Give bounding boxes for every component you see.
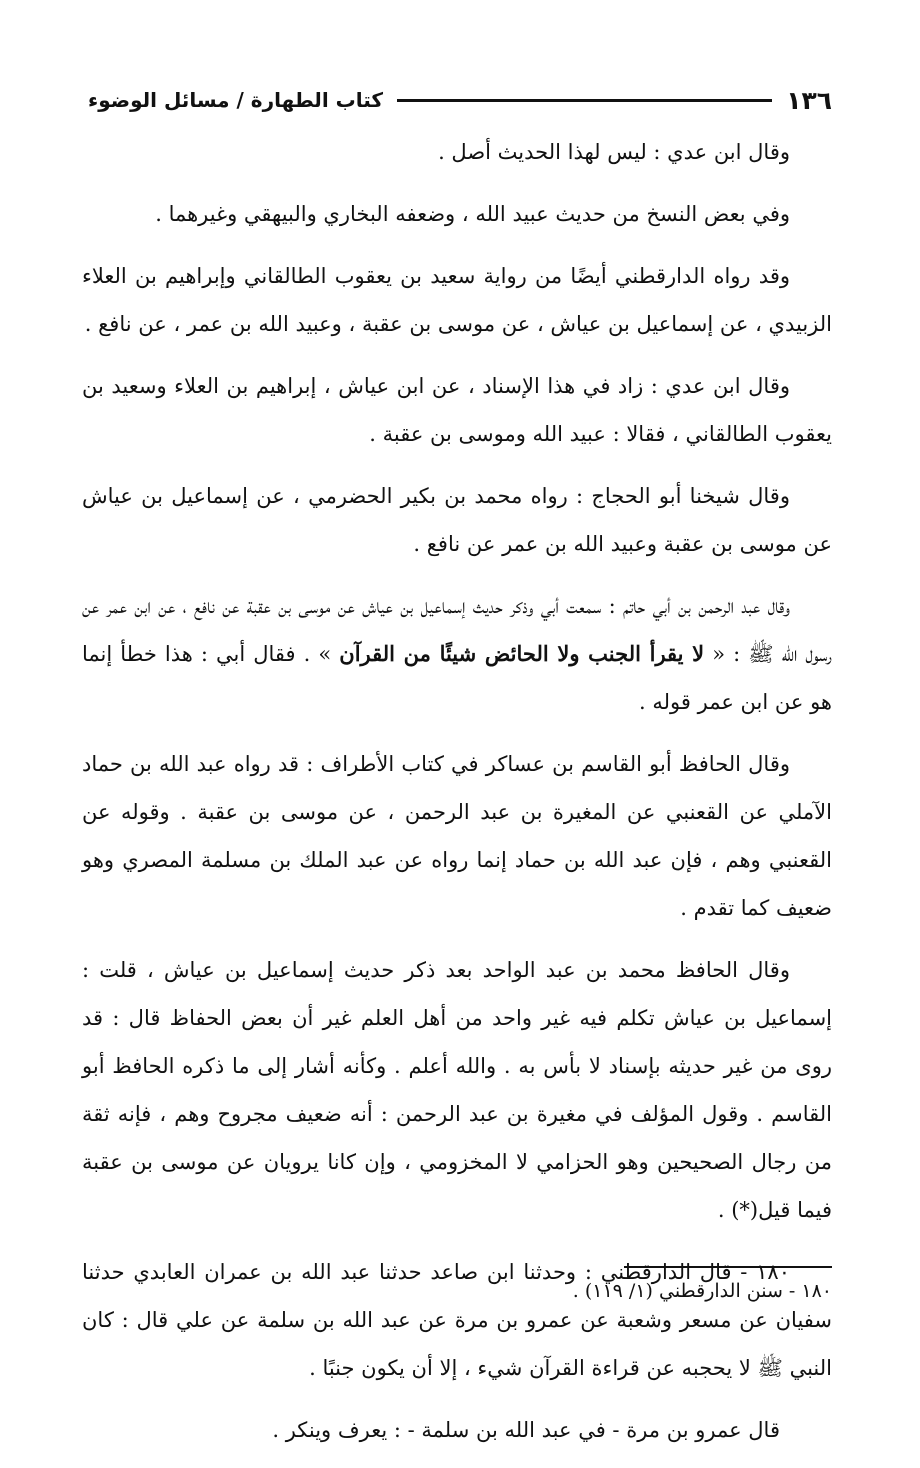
paragraph-ibn-asakir: وقال الحافظ أبو القاسم بن عساكر في كتاب الأطراف : قد رواه عبد الله بن حماد الآملي عن القعنبي عن المغيرة بن عبد الرحمن ، عن موسى بن عقبة . وقوله عن القعنبي وهم ، فإن عبد الله بن حماد إنما رواه عن عبد الملك بن مسلمة المصري وهو ضعيف كما تقدم . (82, 752, 832, 920)
hadith-quote-bold: لا يقرأ الجنب ولا الحائض شيئًا من القرآن (339, 641, 705, 666)
running-title: كتاب الطهارة / مسائل الوضوء (88, 88, 384, 112)
hadith-text-before: وقال عبد الرحمن بن أبي حاتم : سمعت أبي وذكر حديث إسماعيل بن عياش عن موسى بن عقبة عن نافع ، عن ابن عمر عن رسول الله ﷺ : « (82, 594, 832, 666)
paragraph-abdul-wahid: وقال الحافظ محمد بن عبد الواحد بعد ذكر حديث إسماعيل بن عياش ، قلت : إسماعيل بن عياش تكلم فيه غير واحد من أهل العلم غير أن بعض الحفاظ قال : قد روى من غير حديثه بإسناد لا بأس به . والله أعلم . وكأنه أشار إلى ما ذكره الحافظ أبو القاسم . وقول المؤلف في مغيرة بن عبد الرحمن : أنه ضعيف مجروح وهم ، فإنه ثقة من رجال الصحيحين وهو الحزامي لا المخزومي ، وإن كانا يرويان عن موسى بن عقبة فيما قيل(*) . (82, 958, 832, 1222)
footnote-rule (624, 1266, 832, 1268)
hadith-text-after: » . فقال أبي : هذا خطأ إنما هو عن ابن عمر قوله . (82, 642, 832, 714)
paragraph-amr-bin-murra: قال عمرو بن مرة - في عبد الله بن سلمة - : يعرف وينكر . (272, 1418, 780, 1442)
header-rule (397, 99, 772, 102)
page-number: ١٣٦ (786, 85, 832, 115)
paragraph-some-copies: وفي بعض النسخ من حديث عبيد الله ، وضعفه البخاري والبيهقي وغيرهما . (155, 202, 790, 226)
paragraph-abul-hajjaj: وقال شيخنا أبو الحجاج : رواه محمد بن بكير الحضرمي ، عن إسماعيل بن عياش عن موسى بن عقبة وعبيد الله بن عمر عن نافع . (82, 484, 832, 556)
paragraph-ibn-adi: وقال ابن عدي : ليس لهذا الحديث أصل . (438, 140, 790, 164)
page-header (88, 82, 832, 118)
paragraph-ibn-abi-hatim (82, 582, 832, 726)
paragraph-ibn-adi-addition: وقال ابن عدي : زاد في هذا الإسناد ، عن ابن عياش ، إبراهيم بن العلاء وسعيد بن يعقوب الطالقاني ، فقالا : عبيد الله وموسى بن عقبة . (82, 374, 832, 446)
paragraph-daraqutni-narration: وقد رواه الدارقطني أيضًا من رواية سعيد بن يعقوب الطالقاني وإبراهيم بن العلاء الزبيدي ، عن إسماعيل بن عياش ، عن موسى بن عقبة ، وعبيد الله بن عمر ، عن نافع . (82, 264, 832, 336)
footnote: ١٨٠ - سنن الدارقطني (١/ ١١٩) . (572, 1280, 832, 1302)
paragraph-hadith-180: ١٨٠ - قال الدارقطني : وحدثنا ابن صاعد حدثنا عبد الله بن عمران العابدي حدثنا سفيان عن مسعر وشعبة عن عمرو بن مرة عن عبد الله بن سلمة عن علي قال : كان النبي ﷺ لا يحجبه عن قراءة القرآن شيء ، إلا أن يكون جنبًا . (82, 1260, 832, 1380)
